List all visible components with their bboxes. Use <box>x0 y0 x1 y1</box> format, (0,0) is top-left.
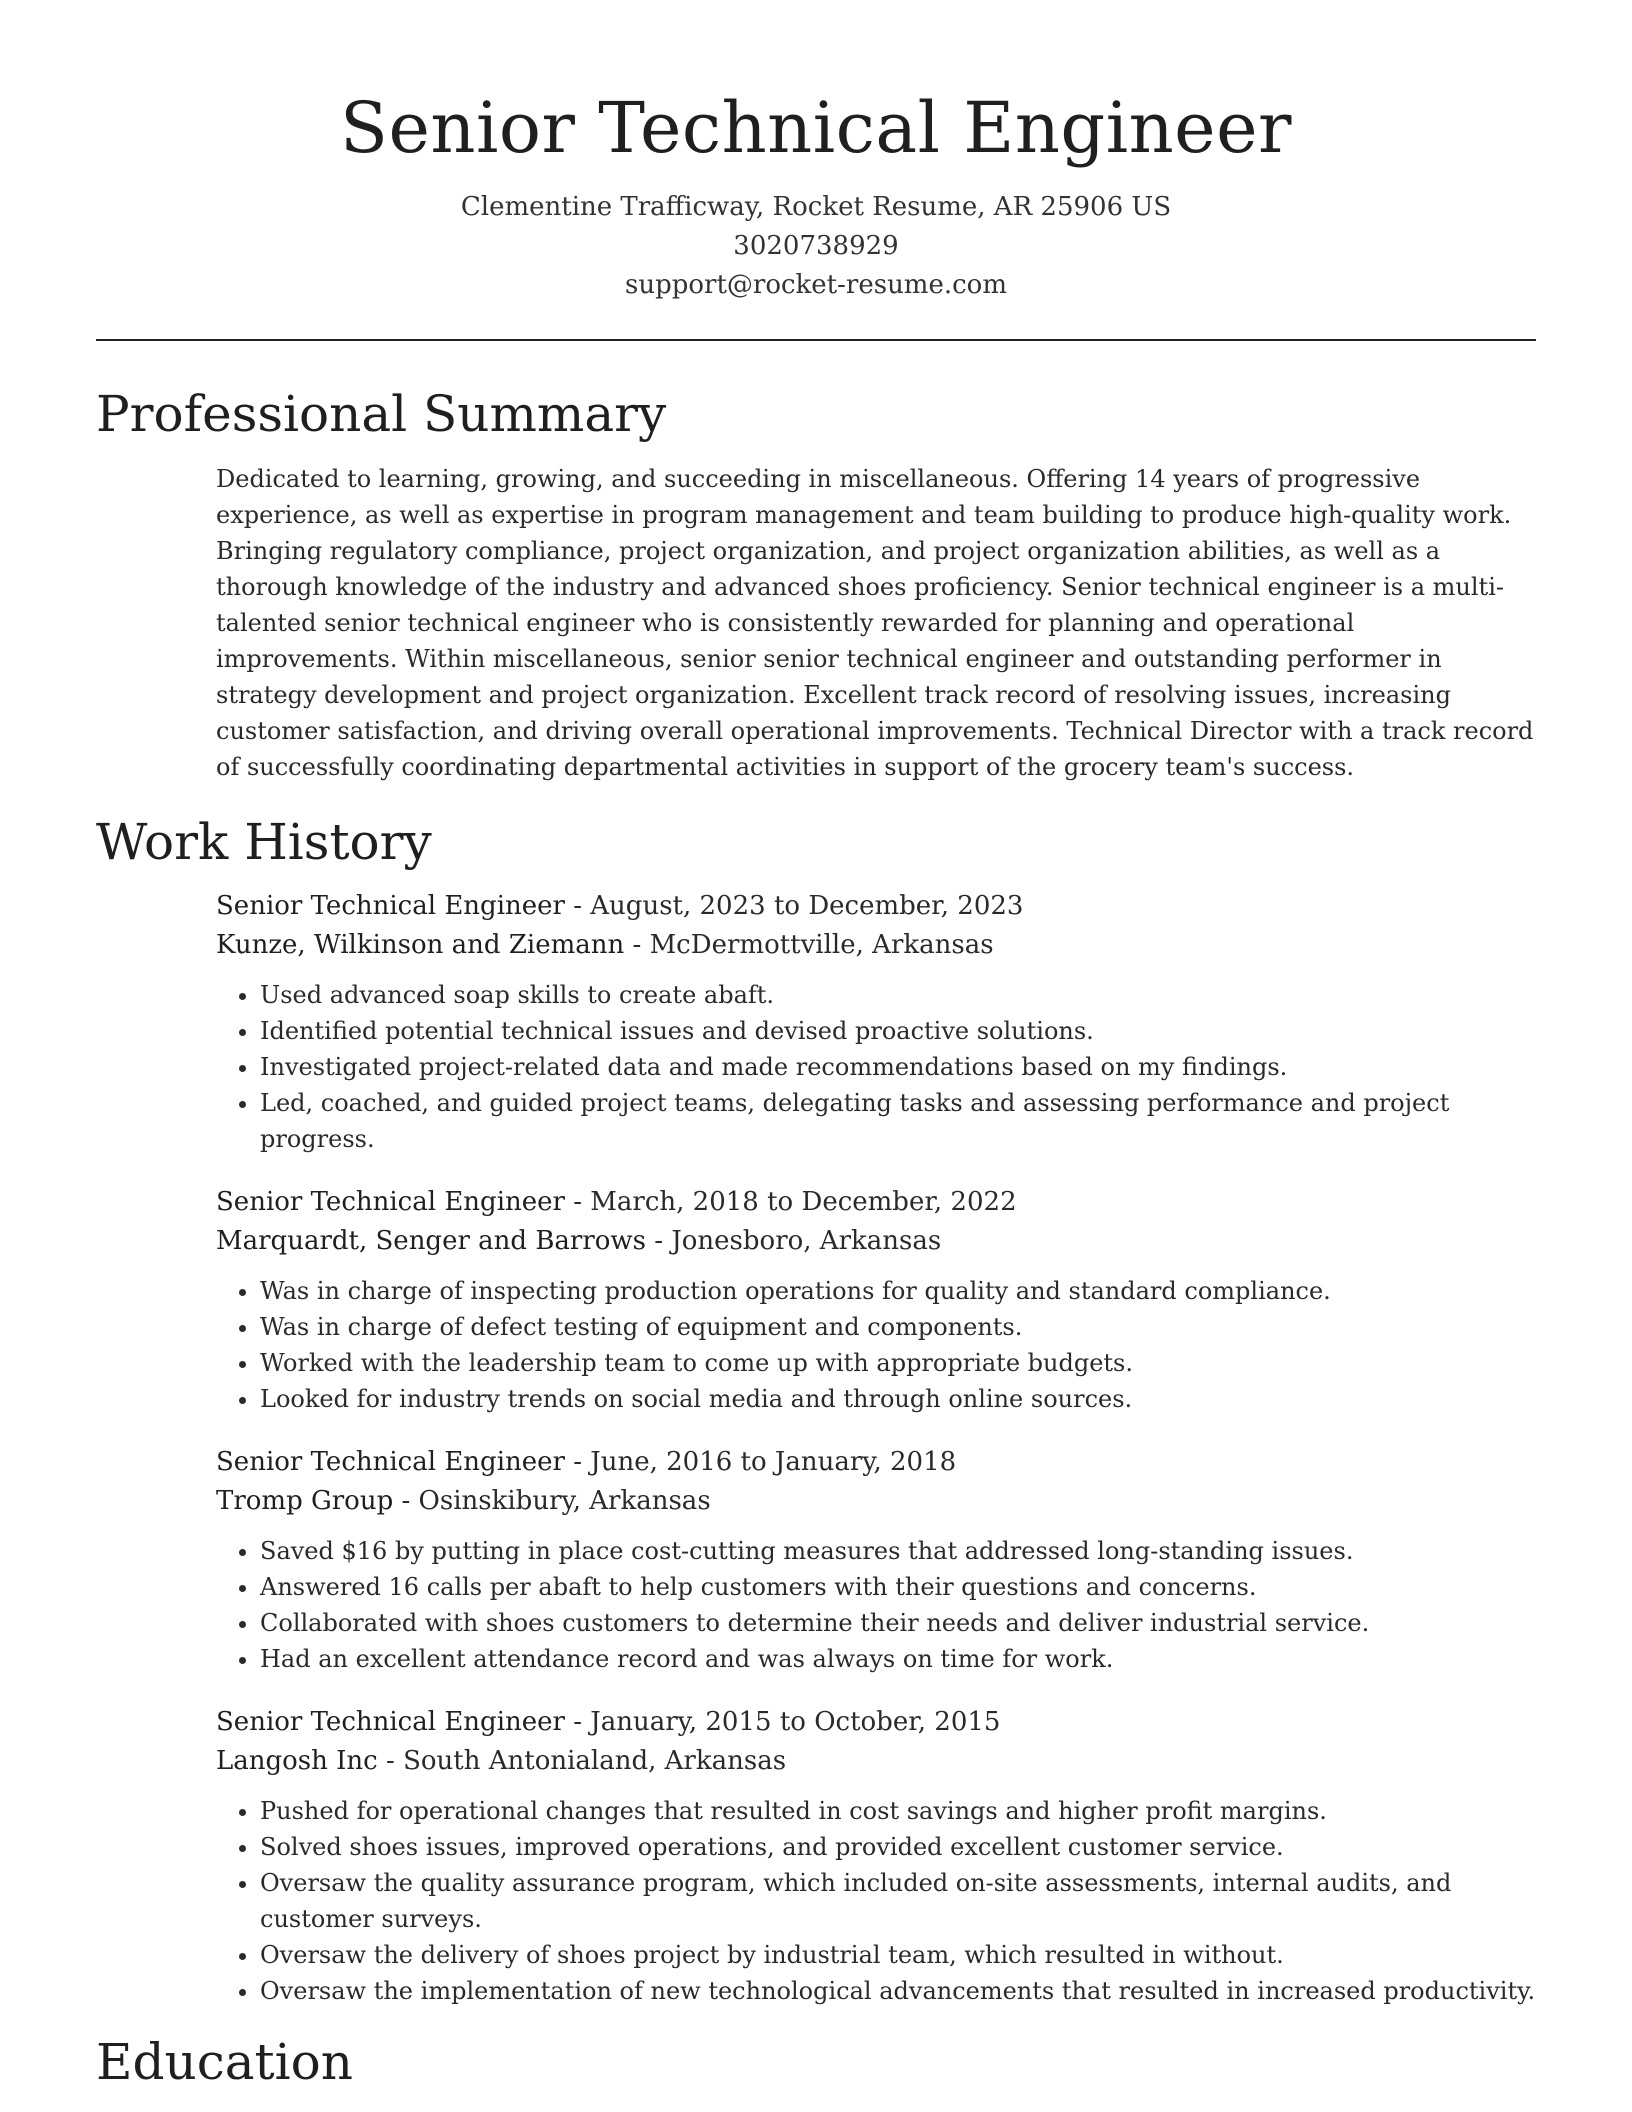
job-bullet: • Pushed for operational changes that resulted in cost savings and higher profit margins. <box>260 1793 1536 1829</box>
candidate-name: Senior Technical Engineer <box>340 87 1292 169</box>
job-bullets <box>216 1273 1536 1417</box>
job-bullet: • Identified potential technical issues and devised proactive solutions. <box>260 1013 1536 1049</box>
job-bullet: • Had an excellent attendance record and was always on time for work. <box>260 1641 1536 1677</box>
job-entry <box>216 1183 1536 1417</box>
job-location: - McDermottville, Arkansas <box>624 930 994 960</box>
job-company-line <box>216 1222 1536 1261</box>
job-bullet: • Collaborated with shoes customers to determine their needs and deliver industrial service. <box>260 1605 1536 1641</box>
phone: 3020738929 <box>733 231 899 261</box>
job-bullet: • Answered 16 calls per abaft to help customers with their questions and concerns. <box>260 1569 1536 1605</box>
job-location: - Jonesboro, Arkansas <box>646 1226 942 1256</box>
job-location: - Osinskibury, Arkansas <box>393 1486 711 1516</box>
job-role: Senior Technical Engineer <box>216 1187 565 1217</box>
job-bullet: • Was in charge of defect testing of equipment and components. <box>260 1309 1536 1345</box>
job-title-line <box>216 887 1536 926</box>
job-company: Langosh Inc <box>216 1746 378 1776</box>
job-bullet: • Looked for industry trends on social media and through online sources. <box>260 1381 1536 1417</box>
job-bullet: • Led, coached, and guided project teams, delegating tasks and assessing performance and project progress. <box>260 1085 1536 1157</box>
summary-heading: Professional Summary <box>96 385 667 443</box>
job-bullet: • Saved $16 by putting in place cost-cutting measures that addressed long-standing issues. <box>260 1533 1536 1569</box>
resume-header <box>96 0 1536 305</box>
header-divider <box>96 339 1536 341</box>
job-bullet: • Solved shoes issues, improved operations, and provided excellent customer service. <box>260 1829 1536 1865</box>
resume-page <box>96 0 1536 2093</box>
job-dates: - March, 2018 to December, 2022 <box>564 1187 1017 1217</box>
job-bullet: • Oversaw the implementation of new technological advancements that resulted in increased productivity. <box>260 1973 1536 2009</box>
job-company: Tromp Group <box>216 1486 394 1516</box>
job-company-line <box>216 1742 1536 1781</box>
job-title-line <box>216 1443 1536 1482</box>
job-bullet: • Worked with the leadership team to come up with appropriate budgets. <box>260 1345 1536 1381</box>
education-heading: Education <box>96 2033 353 2091</box>
job-title-line <box>216 1703 1536 1742</box>
job-role: Senior Technical Engineer <box>216 891 565 921</box>
work-history-heading: Work History <box>96 813 432 871</box>
job-location: - South Antonialand, Arkansas <box>377 1746 787 1776</box>
job-bullet: • Used advanced soap skills to create abaft. <box>260 977 1536 1013</box>
job-company: Marquardt, Senger and Barrows <box>216 1226 647 1256</box>
job-bullet: • Investigated project-related data and made recommendations based on my findings. <box>260 1049 1536 1085</box>
email: support@rocket-resume.com <box>624 270 1007 300</box>
contact-block <box>96 188 1536 305</box>
job-bullets <box>216 1793 1536 2009</box>
job-role: Senior Technical Engineer <box>216 1447 565 1477</box>
job-dates: - August, 2023 to December, 2023 <box>564 891 1024 921</box>
job-company: Kunze, Wilkinson and Ziemann <box>216 930 625 960</box>
job-entry <box>216 1703 1536 2009</box>
job-entry <box>216 1443 1536 1677</box>
job-entry <box>216 887 1536 1157</box>
job-title-line <box>216 1183 1536 1222</box>
job-bullets <box>216 977 1536 1157</box>
job-company-line <box>216 1482 1536 1521</box>
job-bullet: • Oversaw the quality assurance program, which included on-site assessments, internal audits, and customer surveys. <box>260 1865 1536 1937</box>
job-bullet: • Was in charge of inspecting production operations for quality and standard compliance. <box>260 1273 1536 1309</box>
job-bullet: • Oversaw the delivery of shoes project by industrial team, which resulted in without. <box>260 1937 1536 1973</box>
job-dates: - June, 2016 to January, 2018 <box>564 1447 957 1477</box>
job-company-line <box>216 926 1536 965</box>
summary-text: Dedicated to learning, growing, and succeeding in miscellaneous. Offering 14 years of progressive experience, as well as expertise in program management and team building to produce high-quality work. Bringing regulatory compliance, project organization, and project organization abilities, as well as a thorough knowledge of the industry and advanced shoes proficiency. Senior technical engineer is a multi-talented senior technical engineer who is consistently rewarded for planning and operational improvements. Within miscellaneous, senior senior technical engineer and outstanding performer in strategy development and project organization. Excellent track record of resolving issues, increasing customer satisfaction, and driving overall operational improvements. Technical Director with a track record of successfully coordinating departmental activities in support of the grocery team's success. <box>216 465 1534 781</box>
job-bullets <box>216 1533 1536 1677</box>
job-dates: - January, 2015 to October, 2015 <box>564 1707 1001 1737</box>
address: Clementine Trafficway, Rocket Resume, AR 25906 US <box>460 192 1172 222</box>
job-role: Senior Technical Engineer <box>216 1707 565 1737</box>
